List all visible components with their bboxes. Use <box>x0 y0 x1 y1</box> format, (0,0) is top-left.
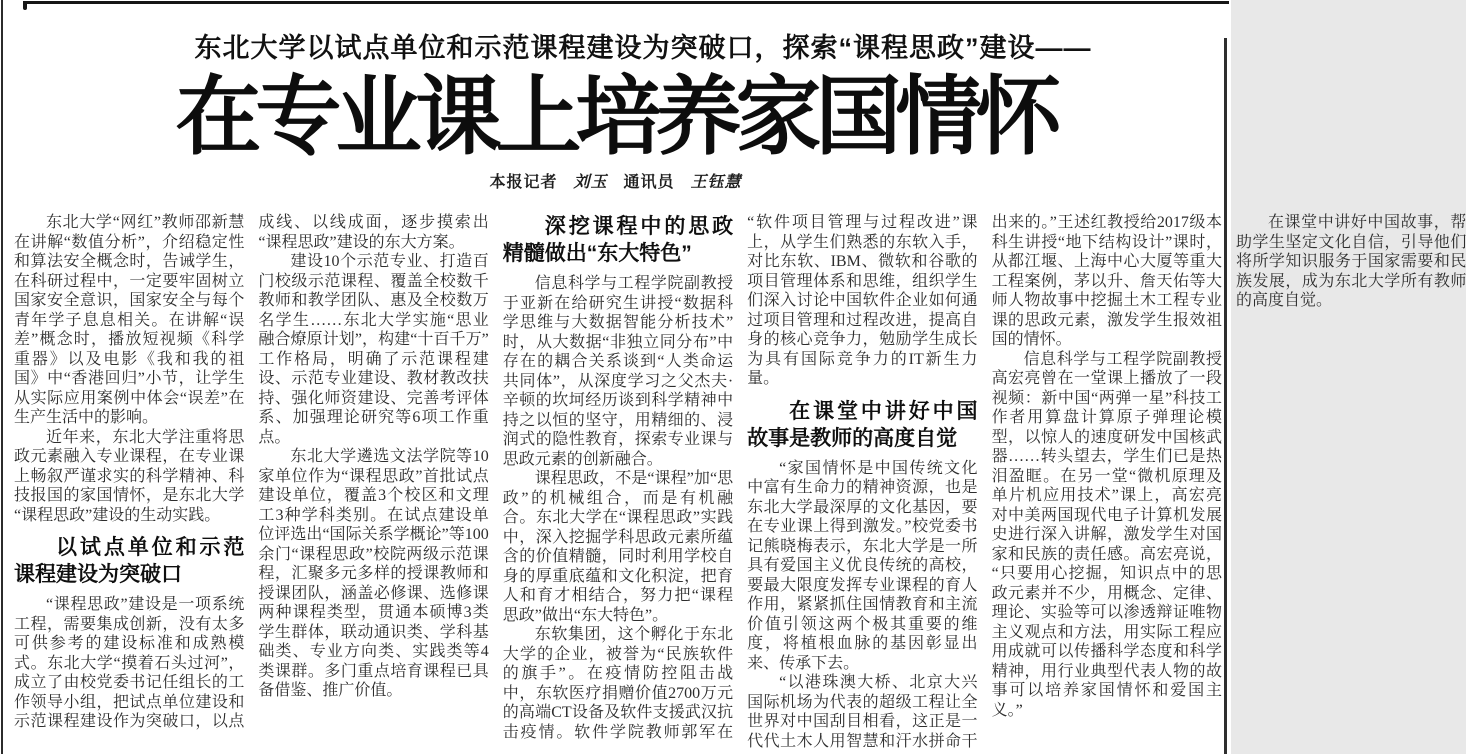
byline-reporter-name: 刘玉 <box>573 174 608 191</box>
article-paragraph: “以港珠澳大桥、北京大兴国际机场为代表的超级工程让全世界对中国刮目相看，这正是一代代土木人用智慧和汗水拼命干出来的。”王述红教授给2017级本科生讲授“地下结构设计”课时，从都江堰、上海中心大厦等重大工程案例，茅以升、詹天佑等大师人物故事中挖掘土木工程专业课的思政元素，激发学生报效祖国的情怀。 <box>747 214 1222 750</box>
main-headline: 在专业课上培养家国情怀 <box>175 69 1056 165</box>
article-paragraph: 东北大学遴选文法学院等10家单位作为“课程思政”首批试点建设单位，覆盖3个校区和文理工3种学科类别。在试点建设单位评选出“国际关系学概论”等100余门“课程思政”校院两级示范课程，汇聚多元多样的授课教师和授课团队，涵盖必修课、选修课两种课程类型，贯通本硕博3类学生群体，联动通识类、学科基础类、专业方向类、实践类等4类课群。多门重点培育课程已具备借鉴、推广价值。 <box>258 448 489 699</box>
article-paragraph: 东北大学“网红”教师邵新慧在讲解“数值分析”，介绍稳定性和算法安全概念时，告诫学生，在科研过程中，一定要牢固树立国家安全意识，国家安全与每个青年学子息息相关。在讲解“误差”概念时，播放短视频《科学重器》以及电影《我和我的祖国》中“香港回归”小节，让学生从实际应用案例中体会“误差”在生产生活中的影响。 <box>14 214 245 426</box>
article-paragraph: 在课堂中讲好中国故事，帮助学生坚定文化自信，引导他们将所学知识服务于国家需要和民族发展，成为东北大学所有教师的高度自觉。 <box>1235 214 1466 309</box>
article-paragraph: 信息科学与工程学院副教授于亚新在给研究生讲授“数据科学思维与大数据智能分析技术”时，从大数据“非独立同分布”中存在的耦合关系谈到“人类命运共同体”，从深度学习之父杰夫·辛顿的坎坷经历谈到科学精神中持之以恒的坚守，用精细的、浸润式的隐性教育，探索专业课与思政元素的创新融合。 <box>502 275 734 468</box>
byline-correspondent-name: 王钰慧 <box>690 174 742 191</box>
article-paragraph: 课程思政，不是“课程”加“思政”的机械组合，而是有机融合。东北大学在“课程思政”实践中，深入挖掘学科思政元素所蕴含的价值精髓，同时利用学校自身的厚重底蕴和文化积淀，把育人和育才相结合，努力把“课程思政”做出“东大特色”。 <box>502 470 734 624</box>
article-paragraph: 信息科学与工程学院副教授高宏亮曾在一堂课上播放了一段视频：新中国“两弹一星”科技工作者用算盘计算原子弹理论模型，以惊人的速度研发中国核武器……转头望去，学生们已是热泪盈眶。在另一堂“微机原理及单片机应用技术”课上，高宏亮对中美两国现代电子计算机发展史进行深入讲解，激发学生对国家和民族的责任感。高宏亮说，“只要用心挖掘，知识点中的思政元素并不少，用概念、定律、理论、实验等可以渗透辩证唯物主义观点和方法，用实际工程应用成就可以传播科学态度和科学精神，用行业典型代表人物的故事可以培养家国情怀和爱国主义。” <box>991 350 1222 719</box>
article-paragraph: 东软集团，这个孵化于东北大学的企业，被誉为“民族软件的旗手”。在疫情防控阻击战中，东软医疗捐赠价值2700万元的高端CT设备及软件支援武汉抗击疫情。软件学院教师郭军在“软件项目管理与过程改进”课上，从学生们熟悉的东软入手，对比东软、IBM、微软和谷歌的项目管理体系和思维，组织学生们深入讨论中国软件企业如何通过项目管理和过程改进，提高自身的核心竞争力，勉励学生成长为具有国际竞争力的IT新生力量。 <box>502 214 978 741</box>
article-paragraph: “课程思政”建设是一项系统工程，需要集成创新，没有太多可供参考的建设标准和成熟模式。东北大学“摸着石头过河”，成立了由校党委书记任组长的工作领导小组，把试点单位建设和示范课程建设作为突破口，以点成线、以线成面，逐步摸索出“课程思政”建设的东大方案。 <box>14 214 489 730</box>
byline <box>0 173 1231 193</box>
article-paragraph: “家国情怀是中国传统文化中富有生命力的精神资源，也是东北大学最深厚的文化基因，要在专业课上得到激发。”校党委书记熊晓梅表示，东北大学是一所具有爱国主义优良传统的高校，要最大限度发挥专业课程的育人作用，紧紧抓住国情教育和主流价值引领这两个极其重要的维度，将植根血脉的基因彰显出来、传承下去。 <box>747 459 978 672</box>
article-body <box>14 213 1466 751</box>
article-paragraph: 建设10个示范专业、打造百门校级示范课程、覆盖全校数千教师和教学团队、惠及全校数万名学生……东北大学实施“思业融合燎原计划”，构建“十百千万”工作格局，明确了示范课程建设、示范专业建设、教材教改扶持、强化师资建设、完善考评体系、加强理论研究等6项工作重点。 <box>258 253 489 446</box>
byline-role-correspondent: 通讯员 <box>623 174 675 191</box>
section-heading: 以试点单位和示范课程建设为突破口 <box>14 536 245 586</box>
section-heading: 深挖课程中的思政精髓做出“东大特色” <box>502 215 734 265</box>
section-heading: 在课堂中讲好中国故事是教师的高度自觉 <box>747 399 978 450</box>
kicker-headline: 东北大学以试点单位和示范课程建设为突破口，探索“课程思政”建设—— <box>194 33 1092 63</box>
byline-role-reporter: 本报记者 <box>489 174 558 191</box>
article-header <box>0 0 1231 193</box>
article-paragraph: 近年来，东北大学注重将思政元素融入专业课程，在专业课上畅叙严谨求实的科学精神、科技报国的家国情怀，是东北大学“课程思政”建设的生动实践。 <box>14 428 245 524</box>
